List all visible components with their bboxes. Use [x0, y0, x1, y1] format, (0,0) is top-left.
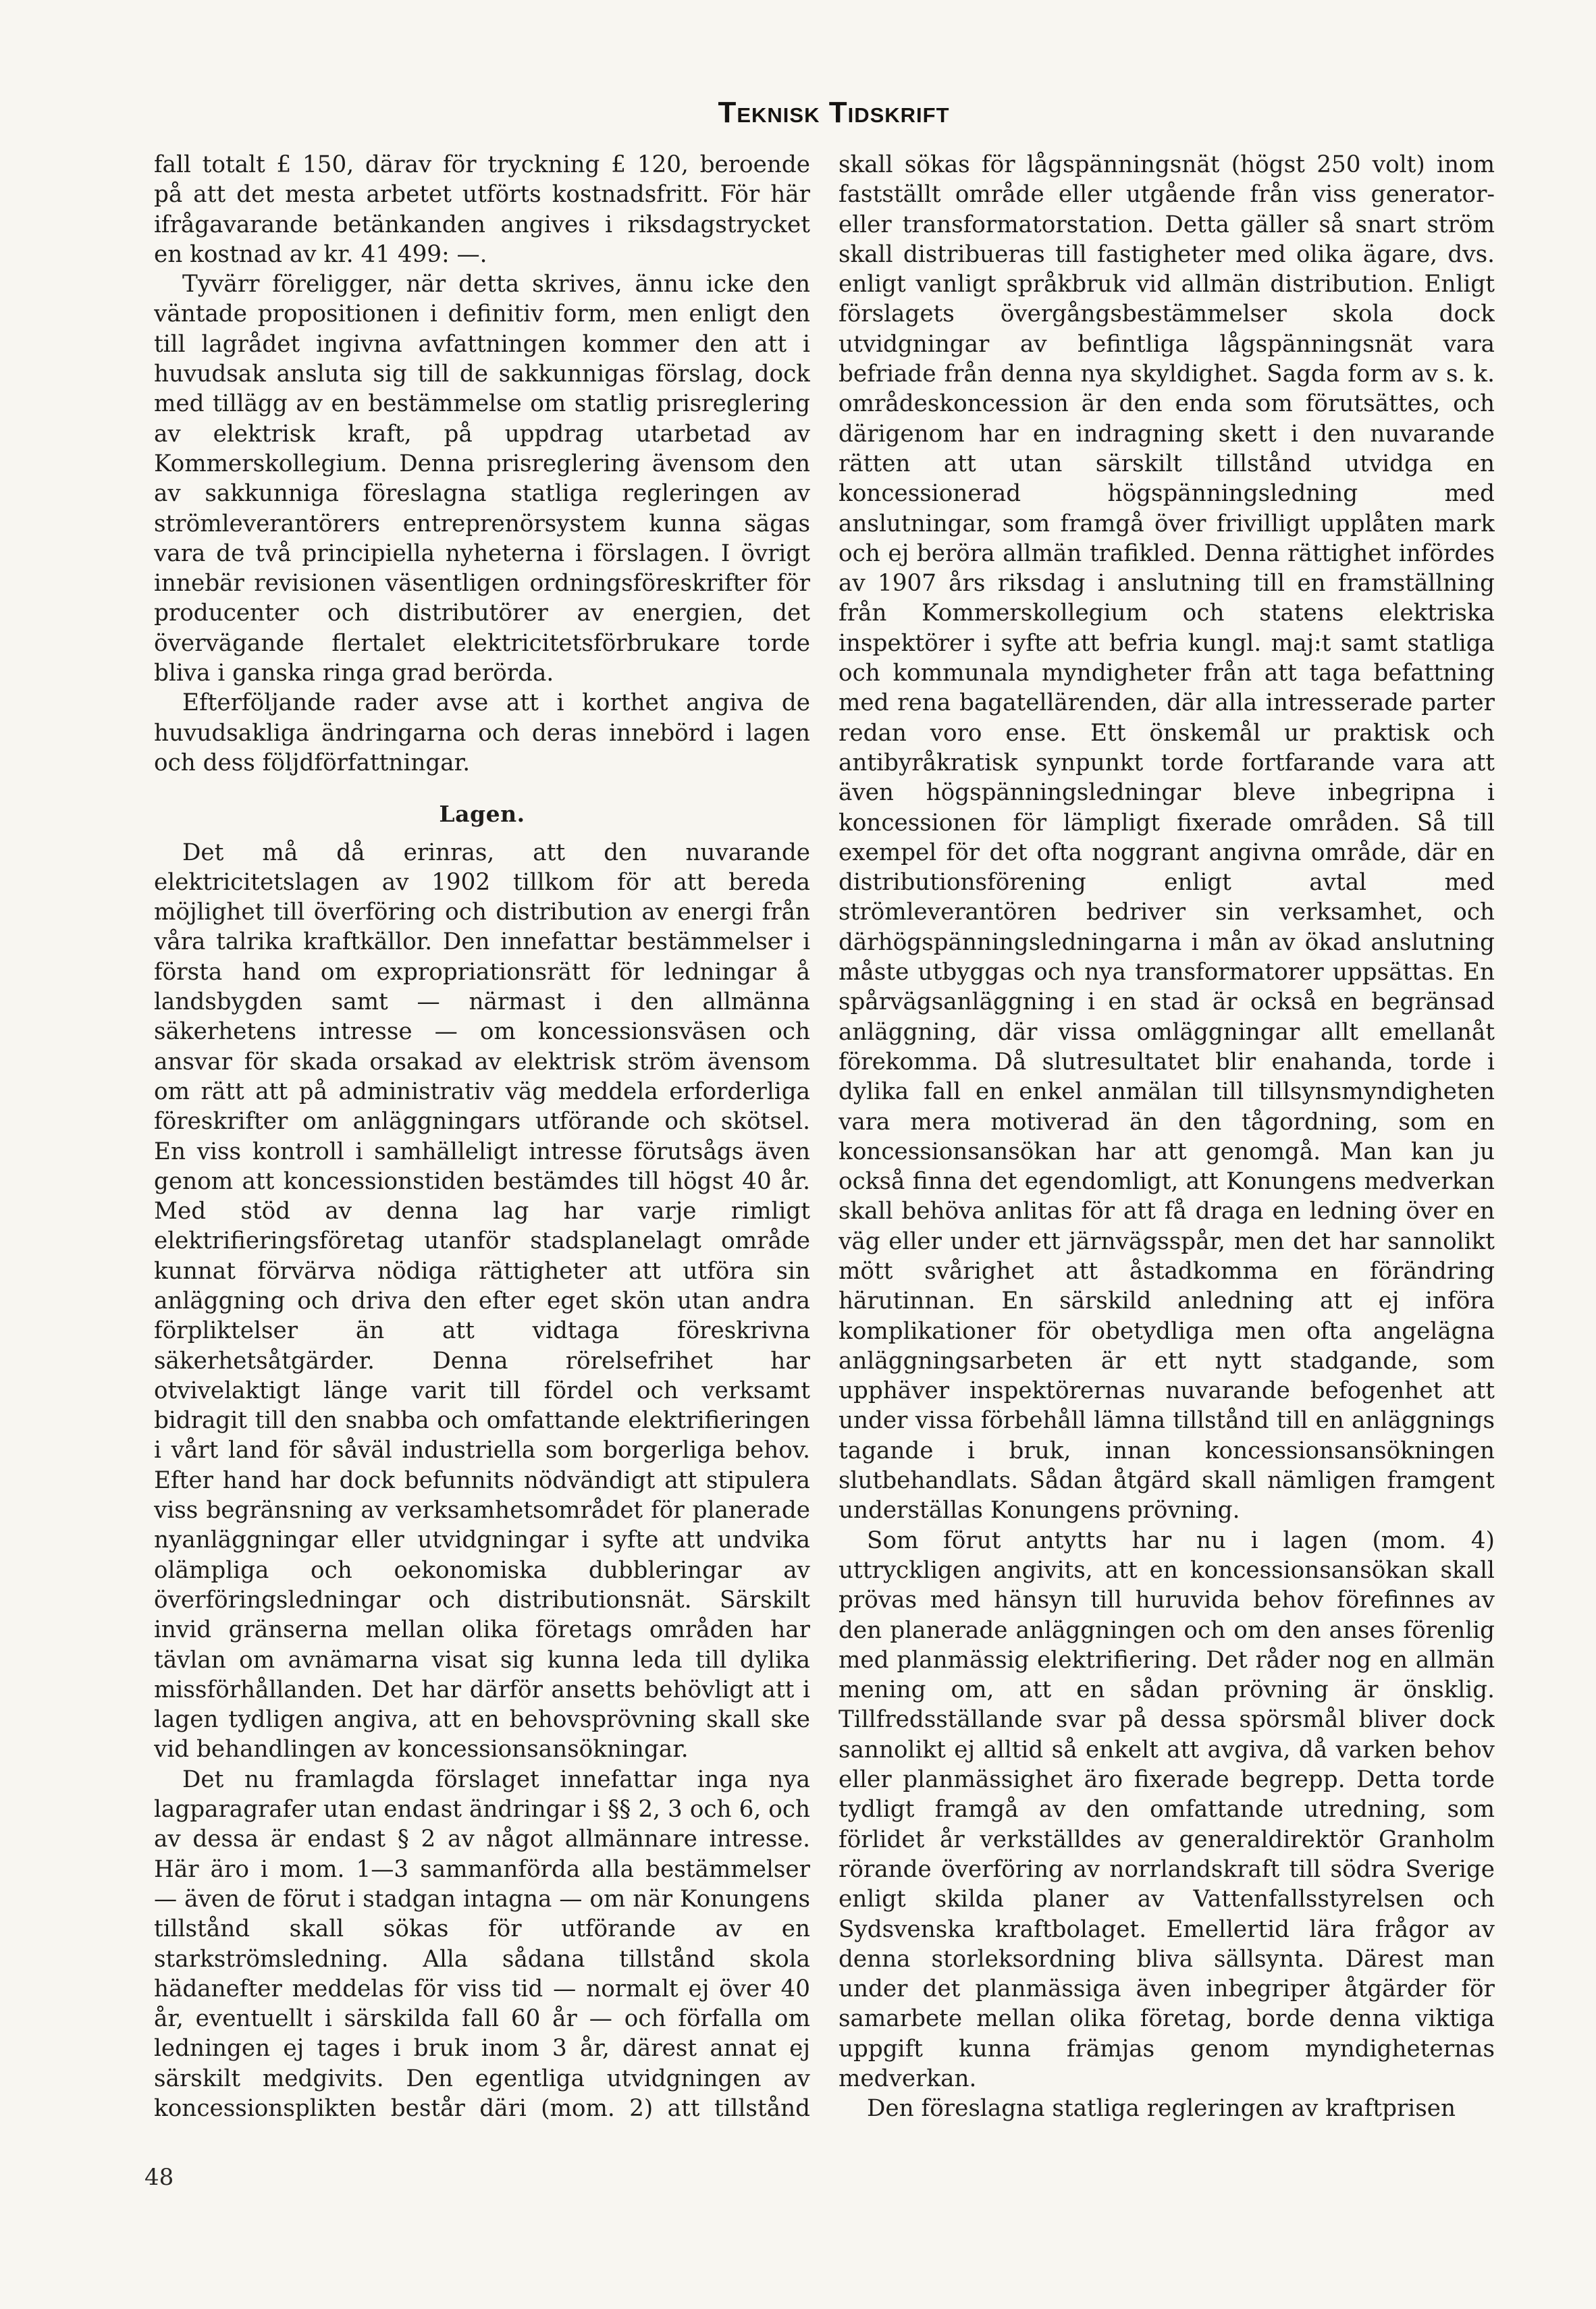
running-head: Teknisk Tidskrift: [718, 96, 950, 129]
left-paragraph-3: Efterföljande rader avse att i korthet angiva de huvudsakliga ändringarna och deras innebörd i lagen och dess följdförfattningar.: [154, 689, 810, 776]
right-paragraph-3: Den föreslagna statliga regleringen av kraftprisen: [867, 2095, 1456, 2123]
page-number: 48: [144, 2164, 174, 2191]
left-paragraph-2: Tyvärr föreligger, när detta skrives, ännu icke den väntade propositionen i definitiv form, men enligt den till lagrådet ingivna avfattningen kommer den att i huvudsak ansluta sig till de sakkunnigas förslag, dock med tillägg av en bestämmelse om statlig prisreglering av elektrisk kraft, på uppdrag utarbetad av Kommerskollegium. Denna prisreglering ävensom den av sakkunniga föreslagna statliga regleringen av strömleverantörers entreprenörsystem kunna sägas vara de två principiella nyheterna i förslagen. I övrigt innebär revisionen väsentligen ordningsföreskrifter för producenter och distributörer av energien, det övervägande flertalet elektricitetsförbrukare torde bliva i ganska ringa grad berörda.: [154, 271, 810, 687]
left-paragraph-1: fall totalt £ 150, därav för tryckning £ 120, beroende på att det mesta arbetet utförts kostnadsfritt. För här ifrågavarande betänkanden angives i riksdagstrycket en kostnad av kr. 41 499: —.: [154, 151, 810, 268]
left-paragraph-5: Det nu framlagda förslaget innefattar inga nya lagparagrafer utan endast ändringar i §§ 2, 3 och 6, och av dessa är endast § 2 av något allmännare intresse. Här äro i mom. 1—3 sammanförda alla bestämmelser — även de förut i stadgan intagna — om när Konungens tillstånd skall sökas för utförande av en starkströmsledning. Alla sådana tillstånd skola hädanefter meddelas för viss tid — normalt ej över 40 år, eventuellt i särskilda fall 60 år — och förfalla om ledningen ej tages i bruk inom 3 år, därest annat ej särskilt medgivits. Den egentliga utvidgningen av koncessionsplikten består däri (mom. 2) att tillstånd: [154, 1766, 810, 2122]
right-paragraph-2: Som förut antytts har nu i lagen (mom. 4) uttryckligen angivits, att en koncessionsansökan skall prövas med hänsyn till huruvida behov förefinnes av den planerade anläggningen och om den anses förenlig med planmässig elektrifiering. Det råder nog en allmän mening om, att en sådan prövning är önsklig. Tillfredsställande svar på dessa spörsmål bliver dock sannolikt ej alltid så enkelt att avgiva, då varken behov eller planmässighet äro fixerade begrepp. Detta torde tydligt framgå av den omfattande utredning, som förlidet år verkställdes av generaldirektör Granholm rörande överföring av norrlandskraft till södra Sverige enligt skilda planer av Vattenfallsstyrelsen och Sydsvenska kraftbolaget. Emellertid lära frågor av denna storleksordning bliva sällsynta. Därest man under det planmässiga även inbegriper åtgärder för samarbete mellan olika företag, borde denna viktiga uppgift kunna främjas genom myndigheternas medverkan.: [839, 1527, 1495, 2092]
right-paragraph-1: skall sökas för lågspänningsnät (högst 250 volt) inom fastställt område eller utgående från viss generator- eller transformatorstation. Detta gäller så snart ström skall distribueras till fastigheter med olika ägare, dvs. enligt vanligt språkbruk vid allmän distribution. Enligt förslagets övergångsbestämmelser skola dock utvidgningar av befintliga lågspänningsnät vara befriade från denna nya skyldighet. Sagda form av s. k. områdeskoncession är den enda som förutsättes, och därigenom har en indragning skett i den nuvarande rätten att utan särskilt tillstånd utvidga en koncessionerad högspänningsledning med anslutningar, som framgå över frivilligt upplåten mark och ej beröra allmän trafikled. Denna rättighet infördes av 1907 års riksdag i anslutning till en framställning från Kommerskollegium och statens elektriska inspektörer i syfte att befria kungl. maj:t samt statliga och kommunala myndigheter från att taga befattning med rena bagatellärenden, där alla intresserade parter redan voro ense. Ett önskemål ur praktisk och antibyråkratisk synpunkt torde fortfarande vara att även högspänningsledningar bleve inbegripna i koncessionen för lämpligt fixerade områden. Så till exempel för det ofta noggrant angivna område, där en distributionsförening enligt avtal med strömleverantören bedriver sin verksamhet, och därhögspänningsledningarna i mån av ökad anslutning måste utbyggas och nya transformatorer uppsättas. En spårvägsanläggning i en stad är också en begränsad anläggning, där vissa omläggningar allt emellanåt förekomma. Då slutresultatet blir enahanda, torde i dylika fall en enkel anmälan till tillsynsmyndigheten vara mera motiverad än den tågordning, som en koncessionsansökan har att genomgå. Man kan ju också finna det egendomligt, att Konungens medverkan skall behöva anlitas för att få draga en ledning över en väg eller under ett järnvägsspår, men det har sannolikt mött svårighet att åstadkomma en förändring härutinnan. En särskild anledning att ej införa komplikationer för obetydliga men ofta angelägna anläggningsarbeten är ett nytt stadgande, som upphäver inspektörernas nuvarande befogenhet att under vissa förbehåll lämna tillstånd till en anläggnings tagande i bruk, innan koncessionsansökningen slutbehandlats. Sådan åtgärd skall nämligen framgent underställas Konungens prövning.: [839, 151, 1495, 1524]
left-paragraph-4: Det må då erinras, att den nuvarande elektricitetslagen av 1902 tillkom för att bereda möjlighet till överföring och distribution av energi från våra talrika kraftkällor. Den innefattar bestämmelser i första hand om expropriationsrätt för ledningar å landsbygden samt — närmast i den allmänna säkerhetens intresse — om koncessionsväsen och ansvar för skada orsakad av elektrisk ström ävensom om rätt att på administrativ väg meddela erforderliga föreskrifter om anläggningars utförande och skötsel. En viss kontroll i samhälleligt intresse förutsågs även genom att koncessionstiden bestämdes till högst 40 år. Med stöd av denna lag har varje rimligt elektrifieringsföretag utanför stadsplanelagt område kunnat förvärva nödiga rättigheter att utföra sin anläggning och driva den efter eget skön utan andra förpliktelser än att vidtaga föreskrivna säkerhetsåtgärder. Denna rörelsefrihet har otvivelaktigt länge varit till fördel och verksamt bidragit till den snabba och omfattande elektrifieringen i vårt land för såväl industriella som borgerliga behov. Efter hand har dock befunnits nödvändigt att stipulera viss begränsning av verksamhetsområdet för planerade nyanläggningar eller utvidgningar i syfte att undvika olämpliga och oekonomiska dubbleringar av överföringsledningar och distributionsnät. Särskilt invid gränserna mellan olika företags områden har tävlan om avnämarna visat sig kunna leda till dylika missförhållanden. Det har därför ansetts behövligt att i lagen tydligen angiva, att en behovsprövning skall ske vid behandlingen av koncessionsansökningar.: [154, 839, 810, 1763]
right-column: [839, 150, 1495, 2175]
section-heading-lagen: Lagen.: [439, 801, 525, 828]
left-column: [154, 150, 810, 2175]
